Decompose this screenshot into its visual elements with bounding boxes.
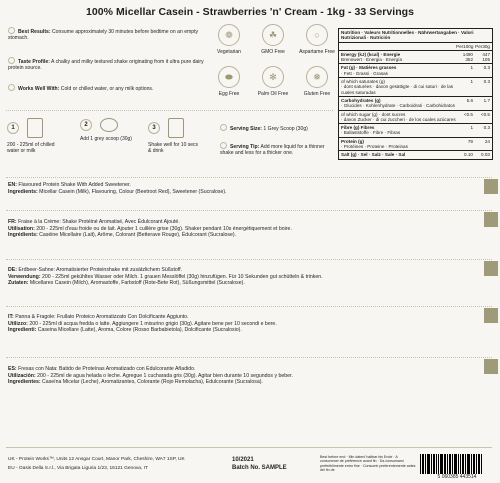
works-well-with-info: Works Well With: Cold or chilled water, or any milk options.: [8, 84, 208, 92]
manufacturer-addresses: UK - Protein Works™, Units 12 Ansgar Court, Manor Park, Cheshire, WA7 1SP, UK EU - Oasis Della S.r.l., Via Brigata Liguria 1/23, 16121 Genova, IT: [8, 457, 185, 471]
scoop-icon: [100, 118, 118, 132]
gluten-free-icon: ❅: [306, 66, 328, 88]
palm-oil-free-icon: ✻: [262, 66, 284, 88]
leaf-icon: ❁: [218, 24, 240, 46]
nutrition-row-sugar: of which sugar (g) · dont sucres · davon Zucker · di cui zuccheri · de los cuales azúcares <0.5 <0.5: [339, 111, 492, 125]
divider: [6, 357, 492, 358]
section-fr: FR: Fraise à la Crème: Shake Protéiné Aromatisé, Avec Édulcorant Ajouté. Utilisation: 200 - 225ml d'eau froide ou de lait. Ajouter 1 cuillère grise (30g). Shaker pendant 10s énergétiquement et boire. Ingrédients: Caséine Micellaire (Lait), Arôme, Colorant (Betterave Rouge), Édulcorant (Sucralose).: [8, 219, 292, 239]
nutrition-row-salt: Salt (g) · Sel · Salz · Sale · Sal 0.10 0.03: [341, 152, 490, 158]
badge-vegetarian: ❁ Vegetarian: [208, 24, 250, 55]
lightbulb-icon: [220, 142, 227, 149]
divider: [6, 210, 492, 211]
shaker-icon: [168, 118, 184, 138]
cup-icon: [8, 84, 15, 91]
glass-icon: [27, 118, 43, 138]
nutrition-header: Nutrition · Valeurs Nutritionnelles · Nährwertangaben · Valori Nutrizionali · Nutrición: [339, 29, 492, 43]
barcode: [420, 450, 494, 474]
divider: [6, 306, 492, 307]
section-de: DE: Erdbeer-Sahne: Aromatisierter Proteinshake mit zusätzlichem Süßstoff. Verwendung: 200 - 225ml gekühltes Wasser oder Milch. 1 grauen Messlöffel (30g) hinzufügen. Für 10 Sekunden gut schütteln & trinken. Zutaten: Micellares Casein (Milch), Aromastoffe, Farbstoff (Rote-Bete Rot), Süßungsmittel (Sucralose).: [8, 267, 323, 287]
nutrition-row-protein: Protein (g) · Protéines · Proteine · Proteinas 79 24: [339, 138, 492, 152]
nutrition-row-fibre: Fibre (g) Fibres · Ballaststoffe · Fibre · Fibras 1 0.3: [339, 124, 492, 138]
taste-profile-info: Taste Profile: A chalky and milky textured shake originating from it ultra pure dairy protein source.: [8, 59, 204, 72]
step-2: 2 Add 1 grey scoop (30g): [80, 118, 134, 142]
nutrition-row-energy: Energy (kJ) (kcal) · Energie Brennwert · Energia · Energía 1490 352 447 105: [339, 51, 492, 65]
best-results-info: Best Results: Consume approximately 30 minutes before bedtime on an empty stomach.: [8, 29, 199, 42]
nutrition-table: [338, 28, 493, 160]
batch-info: 10/2021 Batch No. SAMPLE: [232, 457, 287, 471]
nutrition-row-saturates: of which saturates (g) · dont saturées · davon gesättigte · di cui saturi · de las cuales saturadas 1 0.3: [339, 78, 492, 97]
product-title: 100% Micellar Casein - Strawberries 'n' Cream - 1kg - 33 Servings: [85, 6, 415, 18]
nutrition-col-header: Per100g Per30g: [339, 43, 492, 51]
aspartame-free-icon: ○: [306, 24, 328, 46]
serving-size: Serving Size: 1 Grey Scoop (30g): [220, 124, 338, 132]
nutrition-row-carbohydrates: Carbohydrates (g) · Glucides · Kohlenhydrate · Carboidrati · Carbohidratos 5.6 1.7: [339, 97, 492, 111]
step-1: 1 200 - 225ml of chilled water or milk: [7, 118, 61, 154]
serving-tip: Serving Tip: Add more liquid for a thinner shake and less for a thicker one.: [220, 144, 325, 157]
divider: [6, 447, 492, 448]
step-3: 3 Shake well for 10 secs & drink: [148, 118, 202, 154]
divider: [6, 177, 492, 178]
section-en: EN: Flavoured Protein Shake With Added Sweetener. Ingredients: Micellar Casein (Milk), Flavouring, Colour (Beetroot Red), Sweetener (Sucralose).: [8, 182, 227, 195]
section-es: ES: Fresas con Nata: Batido de Proteínas Aromatizado con Edulcorante Añadido. Utilización: 200 - 225ml de agua helada o leche. Agregue 1 cucharada gris (30g). Agitar bien durante 10 segundos y beber. Ingredientes: Caseína Micelar (Leche), Aromatizantes, Colorante (Rojo Remolacha), Edulcorante (Sucralosa).: [8, 366, 293, 386]
badge-aspartame-free: ○ Aspartame Free: [296, 24, 338, 55]
gmo-free-icon: ☘: [262, 24, 284, 46]
checkmark-icon: [8, 27, 15, 34]
nutrition-row-fat: Fat (g) · Matières grasses · Fett · Grassi · Grasas 1 0.3: [339, 64, 492, 78]
best-before-text: Best before end · Min datenï haltbar bis Ende · A consommer de préférence avant fin · Da consumarsi preferibilmente entro fine · Consumir preferentemente antes del fin de: [320, 455, 416, 473]
badge-gluten-free: ❅ Gluten Free: [296, 66, 338, 97]
badge-gmo-free: ☘ GMO Free: [252, 24, 294, 55]
scoop-icon: [220, 124, 227, 131]
section-it: IT: Panna & Fragole: Frullato Proteico Aromatizzato Con Dolcificante Aggiunto. Utilizzo: 200 - 225ml di acqua fredda o latte. Aggiungere 1 misurino grigio (30g). Agitare bene per 10 secondi e bere. Ingredienti: Caseina Micellare (Latte), Aroma, Colore (Rosso Barbabietola), Dolcificante (Sucralosio).: [8, 314, 277, 334]
divider: [6, 110, 333, 111]
divider: [6, 259, 492, 260]
badge-palm-oil-free: ✻ Palm Oil Free: [252, 66, 294, 97]
badge-egg-free: ⬬ Egg Free: [208, 66, 250, 97]
egg-free-icon: ⬬: [218, 66, 240, 88]
taste-icon: [8, 57, 15, 64]
barcode-number: 5 060385 443514: [437, 474, 477, 480]
